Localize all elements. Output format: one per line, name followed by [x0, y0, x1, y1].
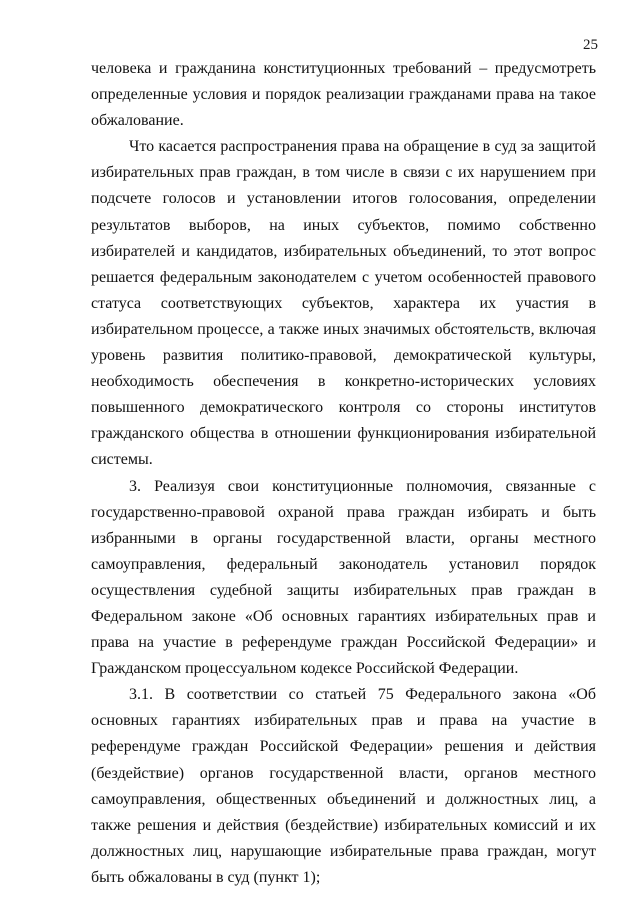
paragraph-right-to-appeal: Что касается распространения права на обращение в суд за защитой избирательных прав граждан, в том числе в связи с их нарушением при подсчете голосов и установлении итогов голосования, определении результатов выборов, на иных субъектов, помимо собственно избирателей и кандидатов, избирательных объединений, то этот вопрос решается федеральным законодателем с учетом особенностей правового статуса соответствующих субъектов, характера их участия в избирательном процессе, а также иных значимых обстоятельств, включая уровень развития политико-правовой, демократической культуры, необходимость обеспечения в конкретно-исторических условиях повышенного демократического контроля со стороны институтов гражданского общества в отношении функционирования избирательной системы.: [91, 138, 596, 469]
paragraph-section-3: 3. Реализуя свои конституционные полномочия, связанные с государственно-правовой охраной права граждан избирать и быть избранными в органы государственной власти, органы местного самоуправления, федеральный законодатель установил порядок осуществления судебной защиты избирательных прав граждан в Федеральном законе «Об основных гарантиях избирательных прав и права на участие в референдуме граждан Российской Федерации» и Гражданском процессуальном кодексе Российской Федерации.: [91, 477, 596, 678]
page-number: 25: [583, 37, 598, 53]
paragraph-continuation: человека и гражданина конституционных требований – предусмотреть определенные условия и порядок реализации гражданами права на такое обжалование.: [91, 60, 596, 130]
document-body: [91, 56, 596, 891]
paragraph-section-3-1: 3.1. В соответствии со статьей 75 Федерального закона «Об основных гарантиях избирательных прав и права на участие в референдуме граждан Российской Федерации» решения и действия (бездействие) органов государственной власти, органов местного самоуправления, общественных объединений и должностных лиц, а также решения и действия (бездействие) избирательных комиссий и их должностных лиц, нарушающие избирательные права граждан, могут быть обжалованы в суд (пункт 1);: [91, 686, 596, 886]
